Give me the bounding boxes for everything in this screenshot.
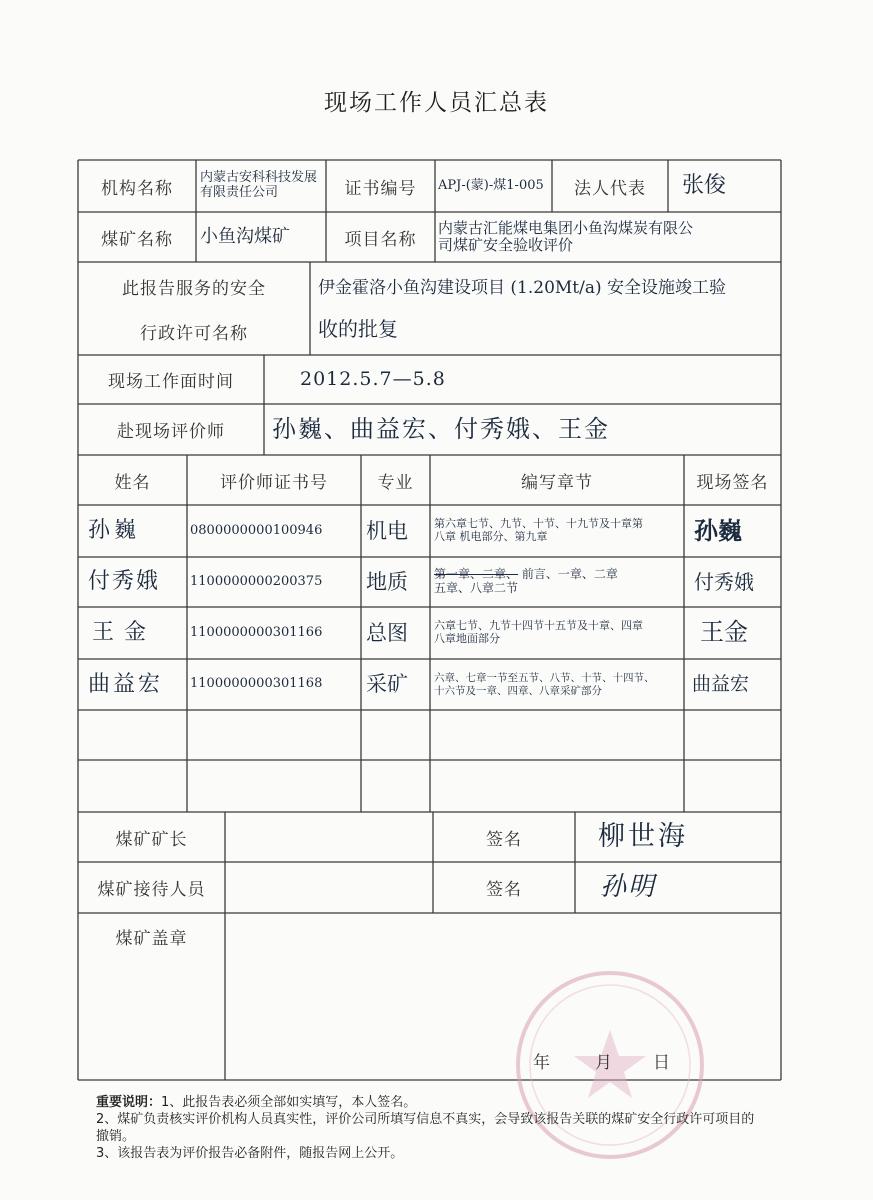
staff-sections-line2: 十六节及一章、四章、八章采矿部分 <box>434 684 602 697</box>
date-month: 月 <box>595 1052 613 1073</box>
notes-line1 <box>96 1094 756 1111</box>
staff-sections <box>434 506 682 556</box>
staff-sections <box>434 660 682 709</box>
staff-major: 采矿 <box>366 672 408 697</box>
license-line1: 伊金霍洛小鱼沟建设项目 (1.20Mt/a) 安全设施竣工验 <box>318 278 727 299</box>
staff-cert: 0800000000100946 <box>190 522 323 538</box>
notes-line2: 2、煤矿负责核实评价机构人员真实性，评价公司所填写信息不真实，会导致该报告关联的煤矿安全行政许可项目的撤销。 <box>96 1112 755 1144</box>
staff-signature: 付秀娥 <box>694 569 754 594</box>
org-name-label: 机构名称 <box>101 178 173 199</box>
staff-sections-line1-text: 前言、一章、二章 <box>521 567 618 582</box>
staff-sections-line2: 八章地面部分 <box>434 632 500 645</box>
org-name-line2: 有限责任公司 <box>200 185 279 200</box>
col-signature-header: 现场签名 <box>696 472 769 493</box>
staff-sections-line2: 八章 机电部分、第九章 <box>434 530 548 543</box>
onsite-time-value: 2012.5.7—5.8 <box>300 367 446 390</box>
license-label <box>78 262 310 355</box>
legal-rep-value: 张俊 <box>682 173 727 199</box>
sign-label: 签名 <box>486 880 522 900</box>
staff-cert: 1100000000200375 <box>190 573 323 589</box>
staff-sections-line1: 第六章七节、九节、十节、十九节及十章第 <box>434 517 643 531</box>
col-cert-header: 评价师证书号 <box>220 472 328 493</box>
onsite-time-label: 现场工作面时间 <box>108 372 234 392</box>
mine-stamp-label: 煤矿盖章 <box>115 928 188 949</box>
staff-major: 总图 <box>366 620 408 645</box>
staff-name: 王金 <box>92 620 157 646</box>
staff-cert: 1100000000301166 <box>190 624 323 640</box>
mine-manager-signature: 柳世海 <box>598 821 688 853</box>
staff-signature: 王金 <box>700 618 748 647</box>
mine-name-label: 煤矿名称 <box>101 229 173 250</box>
sign-label: 签名 <box>486 829 522 850</box>
staff-name: 孙巍 <box>88 518 141 544</box>
notes-colon: ： <box>148 1095 162 1110</box>
license-label-line1: 此报告服务的安全 <box>122 278 266 299</box>
project-name-line2: 司煤矿安全验收评价 <box>438 236 574 254</box>
project-name-label: 项目名称 <box>344 229 417 250</box>
staff-major: 机电 <box>366 518 408 543</box>
project-name-line1: 内蒙古汇能煤电集团小鱼沟煤炭有限公 <box>438 218 694 237</box>
staff-sections-line1 <box>434 568 618 582</box>
license-value <box>318 270 778 350</box>
date-day: 日 <box>653 1052 671 1073</box>
license-label-line2: 行政许可名称 <box>140 323 248 344</box>
staff-sections-line2: 五章、八章二节 <box>434 581 519 595</box>
notes-heading: 重要说明 <box>96 1095 149 1110</box>
receptionist-label: 煤矿接待人员 <box>97 880 206 900</box>
struck-text: 第一章、二章、 <box>434 567 519 582</box>
staff-signature: 曲益宏 <box>692 672 750 695</box>
staff-sections <box>434 608 682 658</box>
mine-name-value: 小鱼沟煤矿 <box>200 225 290 247</box>
col-major-header: 专业 <box>377 472 414 493</box>
legal-rep-label: 法人代表 <box>574 178 646 199</box>
staff-cert: 1100000000301168 <box>190 676 323 692</box>
mine-manager-label: 煤矿矿长 <box>115 829 188 850</box>
project-name-value <box>438 213 780 261</box>
notes-line3: 3、该报告表为评价报告必备附件，随报告网上公开。 <box>96 1146 404 1161</box>
staff-name: 付秀娥 <box>88 569 161 595</box>
col-sections-header: 编写章节 <box>521 472 593 493</box>
staff-sections-line1: 六章、七章一节至五节、八节、十节、十四节、 <box>434 672 655 685</box>
org-name-value <box>200 162 324 210</box>
org-name-line1: 内蒙古安科科技发展 <box>200 170 318 186</box>
page-title: 现场工作人员汇总表 <box>324 90 549 116</box>
evaluators-label: 赴现场评价师 <box>117 422 225 442</box>
cert-no-value: APJ-(蒙)-煤1-005 <box>438 177 544 193</box>
staff-name: 曲益宏 <box>88 671 164 697</box>
notes-line1-text: 1、此报告表必须全部如实填写，本人签名。 <box>161 1095 417 1110</box>
receptionist-signature: 孙明 <box>600 871 657 902</box>
staff-major: 地质 <box>366 569 408 594</box>
staff-signature: 孙巍 <box>694 516 742 546</box>
evaluators-value: 孙巍、曲益宏、付秀娥、王金 <box>272 414 610 443</box>
cert-no-label: 证书编号 <box>344 178 417 199</box>
staff-sections-line1: 六章七节、九节十四节十五节及十章、四章 <box>434 619 643 633</box>
license-line2: 收的批复 <box>318 316 398 341</box>
col-name-header: 姓名 <box>114 472 151 493</box>
important-notes <box>96 1094 756 1162</box>
staff-sections <box>434 558 682 606</box>
date-year: 年 <box>533 1052 551 1073</box>
